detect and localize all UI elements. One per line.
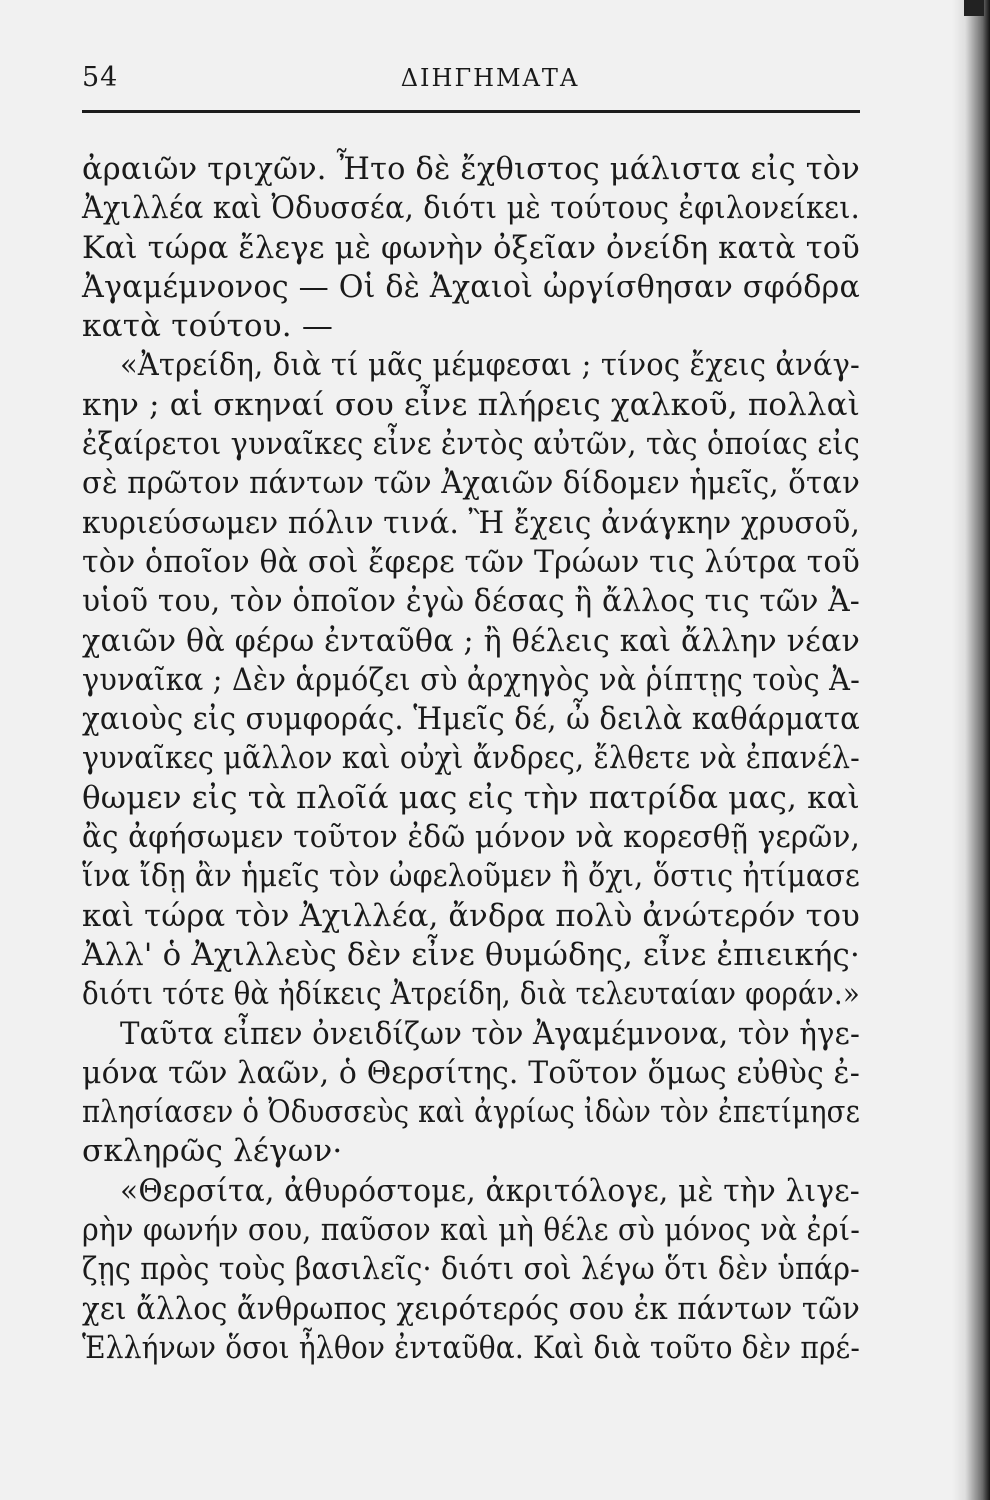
text-line: μόνα τῶν λαῶν, ὁ Θερσίτης. Τοῦτον ὅμως εὐθὺς ἐ- <box>82 1054 860 1091</box>
text-line: ἀραιῶν τριχῶν. Ἦτο δὲ ἔχθιστος μάλιστα εἰς τὸν <box>82 151 860 187</box>
text-line: «Ἀτρείδη, διὰ τί μᾶς μέμφεσαι ; τίνος ἔχεις ἀνάγ- <box>120 347 860 384</box>
text-line: Ἀγαμέμνονος — Οἱ δὲ Ἀχαιοὶ ὠργίσθησαν σφόδρα <box>82 268 860 305</box>
header-rule <box>82 110 860 113</box>
text-line: Ἑλλήνων ὅσοι ἦλθον ἐνταῦθα. Καὶ διὰ τοῦτο δὲν πρέ- <box>82 1329 860 1366</box>
text-line: υἱοῦ του, τὸν ὁποῖον ἐγὼ δέσας ἢ ἄλλος τις τῶν Ἀ- <box>82 583 860 620</box>
text-line: ἐξαίρετοι γυναῖκες εἶνε ἐντὸς αὐτῶν, τὰς ὁποίας εἰς <box>82 426 860 463</box>
text-line: σὲ πρῶτον πάντων τῶν Ἀχαιῶν δίδομεν ἡμεῖς, ὅταν <box>82 465 860 502</box>
page-number: 54 <box>82 62 119 93</box>
running-title: ΔΙΗΓΗΜΑΤΑ <box>400 64 580 92</box>
text-line: ρὴν φωνήν σου, παῦσον καὶ μὴ θέλε σὺ μόνος νὰ ἐρί- <box>82 1212 860 1249</box>
text-line: γυναῖκες μᾶλλον καὶ οὐχὶ ἄνδρες, ἔλθετε νὰ ἐπανέλ- <box>82 740 860 777</box>
text-line: ἵνα ἴδῃ ἂν ἡμεῖς τὸν ὠφελοῦμεν ἢ ὄχι, ὅστις ἠτίμασε <box>82 858 860 895</box>
text-line: κυριεύσωμεν πόλιν τινά. Ἢ ἔχεις ἀνάγκην χρυσοῦ, <box>82 504 860 541</box>
spine-mark <box>964 0 984 16</box>
text-line: Ἀλλ' ὁ Ἀχιλλεὺς δὲν εἶνε θυμώδης, εἶνε ἐπιεικής· <box>82 936 860 973</box>
text-line: πλησίασεν ὁ Ὀδυσσεὺς καὶ ἀγρίως ἰδὼν τὸν ἐπετίμησε <box>82 1094 860 1131</box>
text-line: Ταῦτα εἶπεν ὀνειδίζων τὸν Ἀγαμέμνονα, τὸν ἡγε- <box>120 1015 860 1052</box>
text-line: γυναῖκα ; Δὲν ἁρμόζει σὺ ἀρχηγὸς νὰ ῥίπτῃς τοὺς Ἀ- <box>82 661 860 698</box>
text-line: καὶ τώρα τὸν Ἀχιλλέα, ἄνδρα πολὺ ἀνώτερόν του <box>82 897 860 934</box>
text-line: κην ; αἱ σκηναί σου εἶνε πλήρεις χαλκοῦ, πολλαὶ <box>82 386 860 423</box>
text-line: ἂς ἀφήσωμεν τοῦτον ἐδῶ μόνον νὰ κορεσθῇ γερῶν, <box>82 819 860 856</box>
text-line: χει ἄλλος ἄνθρωπος χειρότερός σου ἐκ πάντων τῶν <box>82 1290 860 1327</box>
text-line: θωμεν εἰς τὰ πλοῖά μας εἰς τὴν πατρίδα μας, καὶ <box>82 779 860 816</box>
text-line: ζῃς πρὸς τοὺς βασιλεῖς· διότι σοὶ λέγω ὅτι δὲν ὑπάρ- <box>82 1251 860 1288</box>
text-line: Ἀχιλλέα καὶ Ὀδυσσέα, διότι μὲ τούτους ἐφιλονείκει. <box>82 190 860 227</box>
text-line: χαιοὺς εἰς συμφοράς. Ἡμεῖς δέ, ὦ δειλὰ καθάρματα <box>82 701 860 738</box>
page-header <box>82 58 858 98</box>
text-line: χαιῶν θὰ φέρω ἐνταῦθα ; ἢ θέλεις καὶ ἄλλην νέαν <box>82 622 860 659</box>
text-line: «Θερσίτα, ἀθυρόστομε, ἀκριτόλογε, μὲ τὴν λιγε- <box>120 1172 860 1209</box>
text-line: κατὰ τούτου. — <box>82 308 334 345</box>
text-line: τὸν ὁποῖον θὰ σοὶ ἔφερε τῶν Τρώων τις λύτρα τοῦ <box>82 543 860 580</box>
body-text <box>82 150 860 1368</box>
text-line: Καὶ τώρα ἔλεγε μὲ φωνὴν ὀξεῖαν ὀνείδη κατὰ τοῦ <box>82 229 860 266</box>
spine-shadow <box>952 0 990 1500</box>
text-line: διότι τότε θὰ ἠδίκεις Ἀτρείδη, διὰ τελευταίαν φοράν.» <box>82 976 860 1013</box>
text-line: σκληρῶς λέγων· <box>82 1133 343 1170</box>
